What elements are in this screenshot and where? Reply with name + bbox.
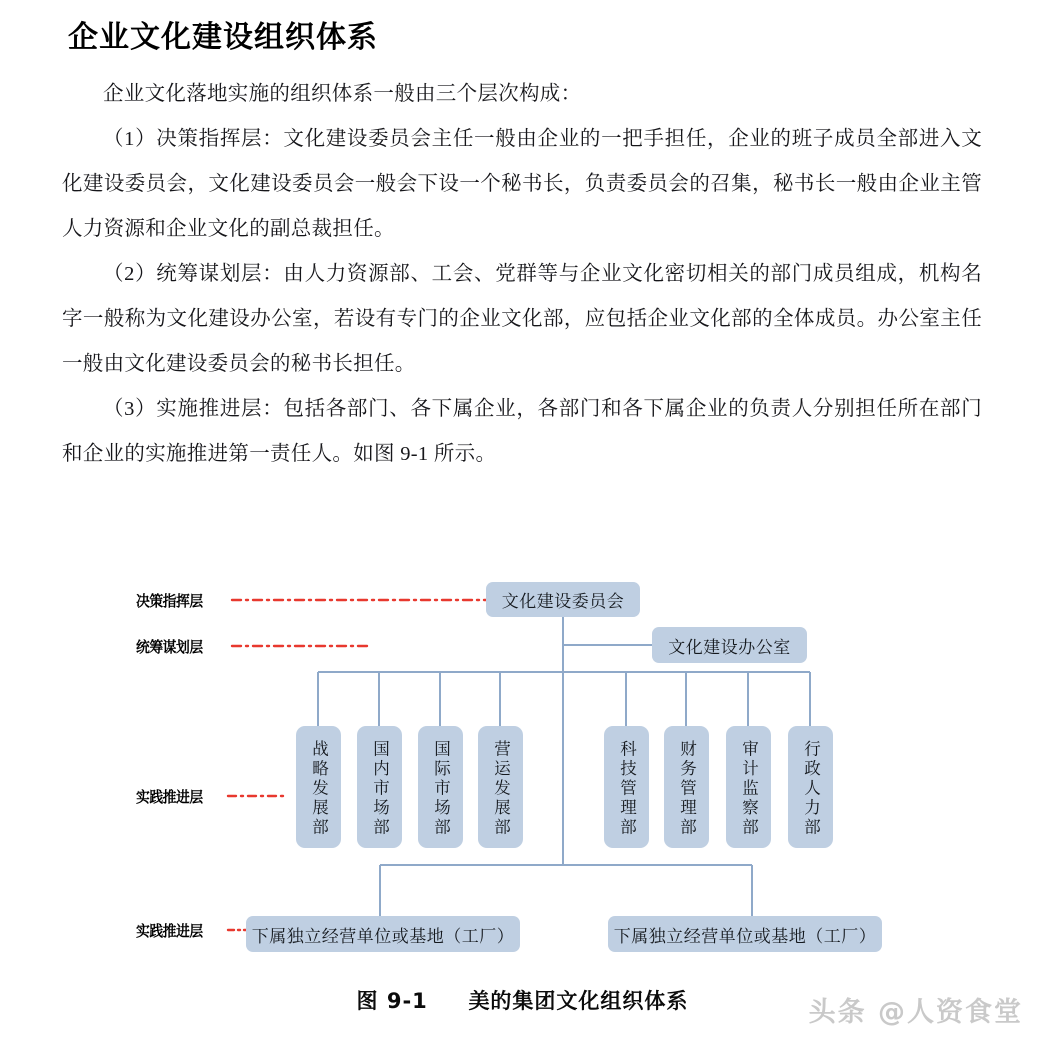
layer-label-practice-bottom: 实践推进层 <box>136 922 203 940</box>
node-subordinate-unit-left[interactable]: 下属独立经营单位或基地（工厂） <box>246 916 520 952</box>
node-department-strategy[interactable]: 战略发展部 <box>296 726 341 848</box>
node-culture-committee[interactable]: 文化建设委员会 <box>486 582 640 617</box>
paragraph-implementation-layer: （3）实施推进层：包括各部门、各下属企业，各部门和各下属企业的负责人分别担任所在部门和企业的实施推进第一责任人。如图 9-1 所示。 <box>62 398 982 465</box>
document-body <box>62 72 982 477</box>
node-department-international-market[interactable]: 国际市场部 <box>418 726 463 848</box>
paragraph-planning-layer: （2）统筹谋划层：由人力资源部、工会、党群等与企业文化密切相关的部门成员组成，机构名字一般称为文化建设办公室，若设有专门的企业文化部，应包括企业文化部的全体成员。办公室主任一般由文化建设委员会的秘书长担任。 <box>62 263 982 375</box>
figure-number: 图 9-1 <box>356 989 428 1013</box>
node-department-operations[interactable]: 营运发展部 <box>478 726 523 848</box>
page-title: 企业文化建设组织体系 <box>68 20 378 55</box>
node-department-audit[interactable]: 审计监察部 <box>726 726 771 848</box>
layer-label-decision: 决策指挥层 <box>136 592 203 610</box>
node-department-finance[interactable]: 财务管理部 <box>664 726 709 848</box>
org-chart-diagram <box>0 545 1045 965</box>
layer-label-practice-mid: 实践推进层 <box>136 788 203 806</box>
node-culture-office[interactable]: 文化建设办公室 <box>652 627 807 663</box>
node-department-technology[interactable]: 科技管理部 <box>604 726 649 848</box>
paragraph-decision-layer: （1）决策指挥层：文化建设委员会主任一般由企业的一把手担任，企业的班子成员全部进入文化建设委员会，文化建设委员会一般会下设一个秘书长，负责委员会的召集，秘书长一般由企业主管人力资源和企业文化的副总裁担任。 <box>62 128 982 240</box>
paragraph-intro: 企业文化落地实施的组织体系一般由三个层次构成： <box>103 83 582 105</box>
layer-label-planning: 统筹谋划层 <box>136 638 203 656</box>
node-subordinate-unit-right[interactable]: 下属独立经营单位或基地（工厂） <box>608 916 882 952</box>
figure-caption-text: 美的集团文化组织体系 <box>468 989 689 1013</box>
node-department-domestic-market[interactable]: 国内市场部 <box>357 726 402 848</box>
node-department-admin-hr[interactable]: 行政人力部 <box>788 726 833 848</box>
watermark: 头条 @人资食堂 <box>808 997 1023 1028</box>
